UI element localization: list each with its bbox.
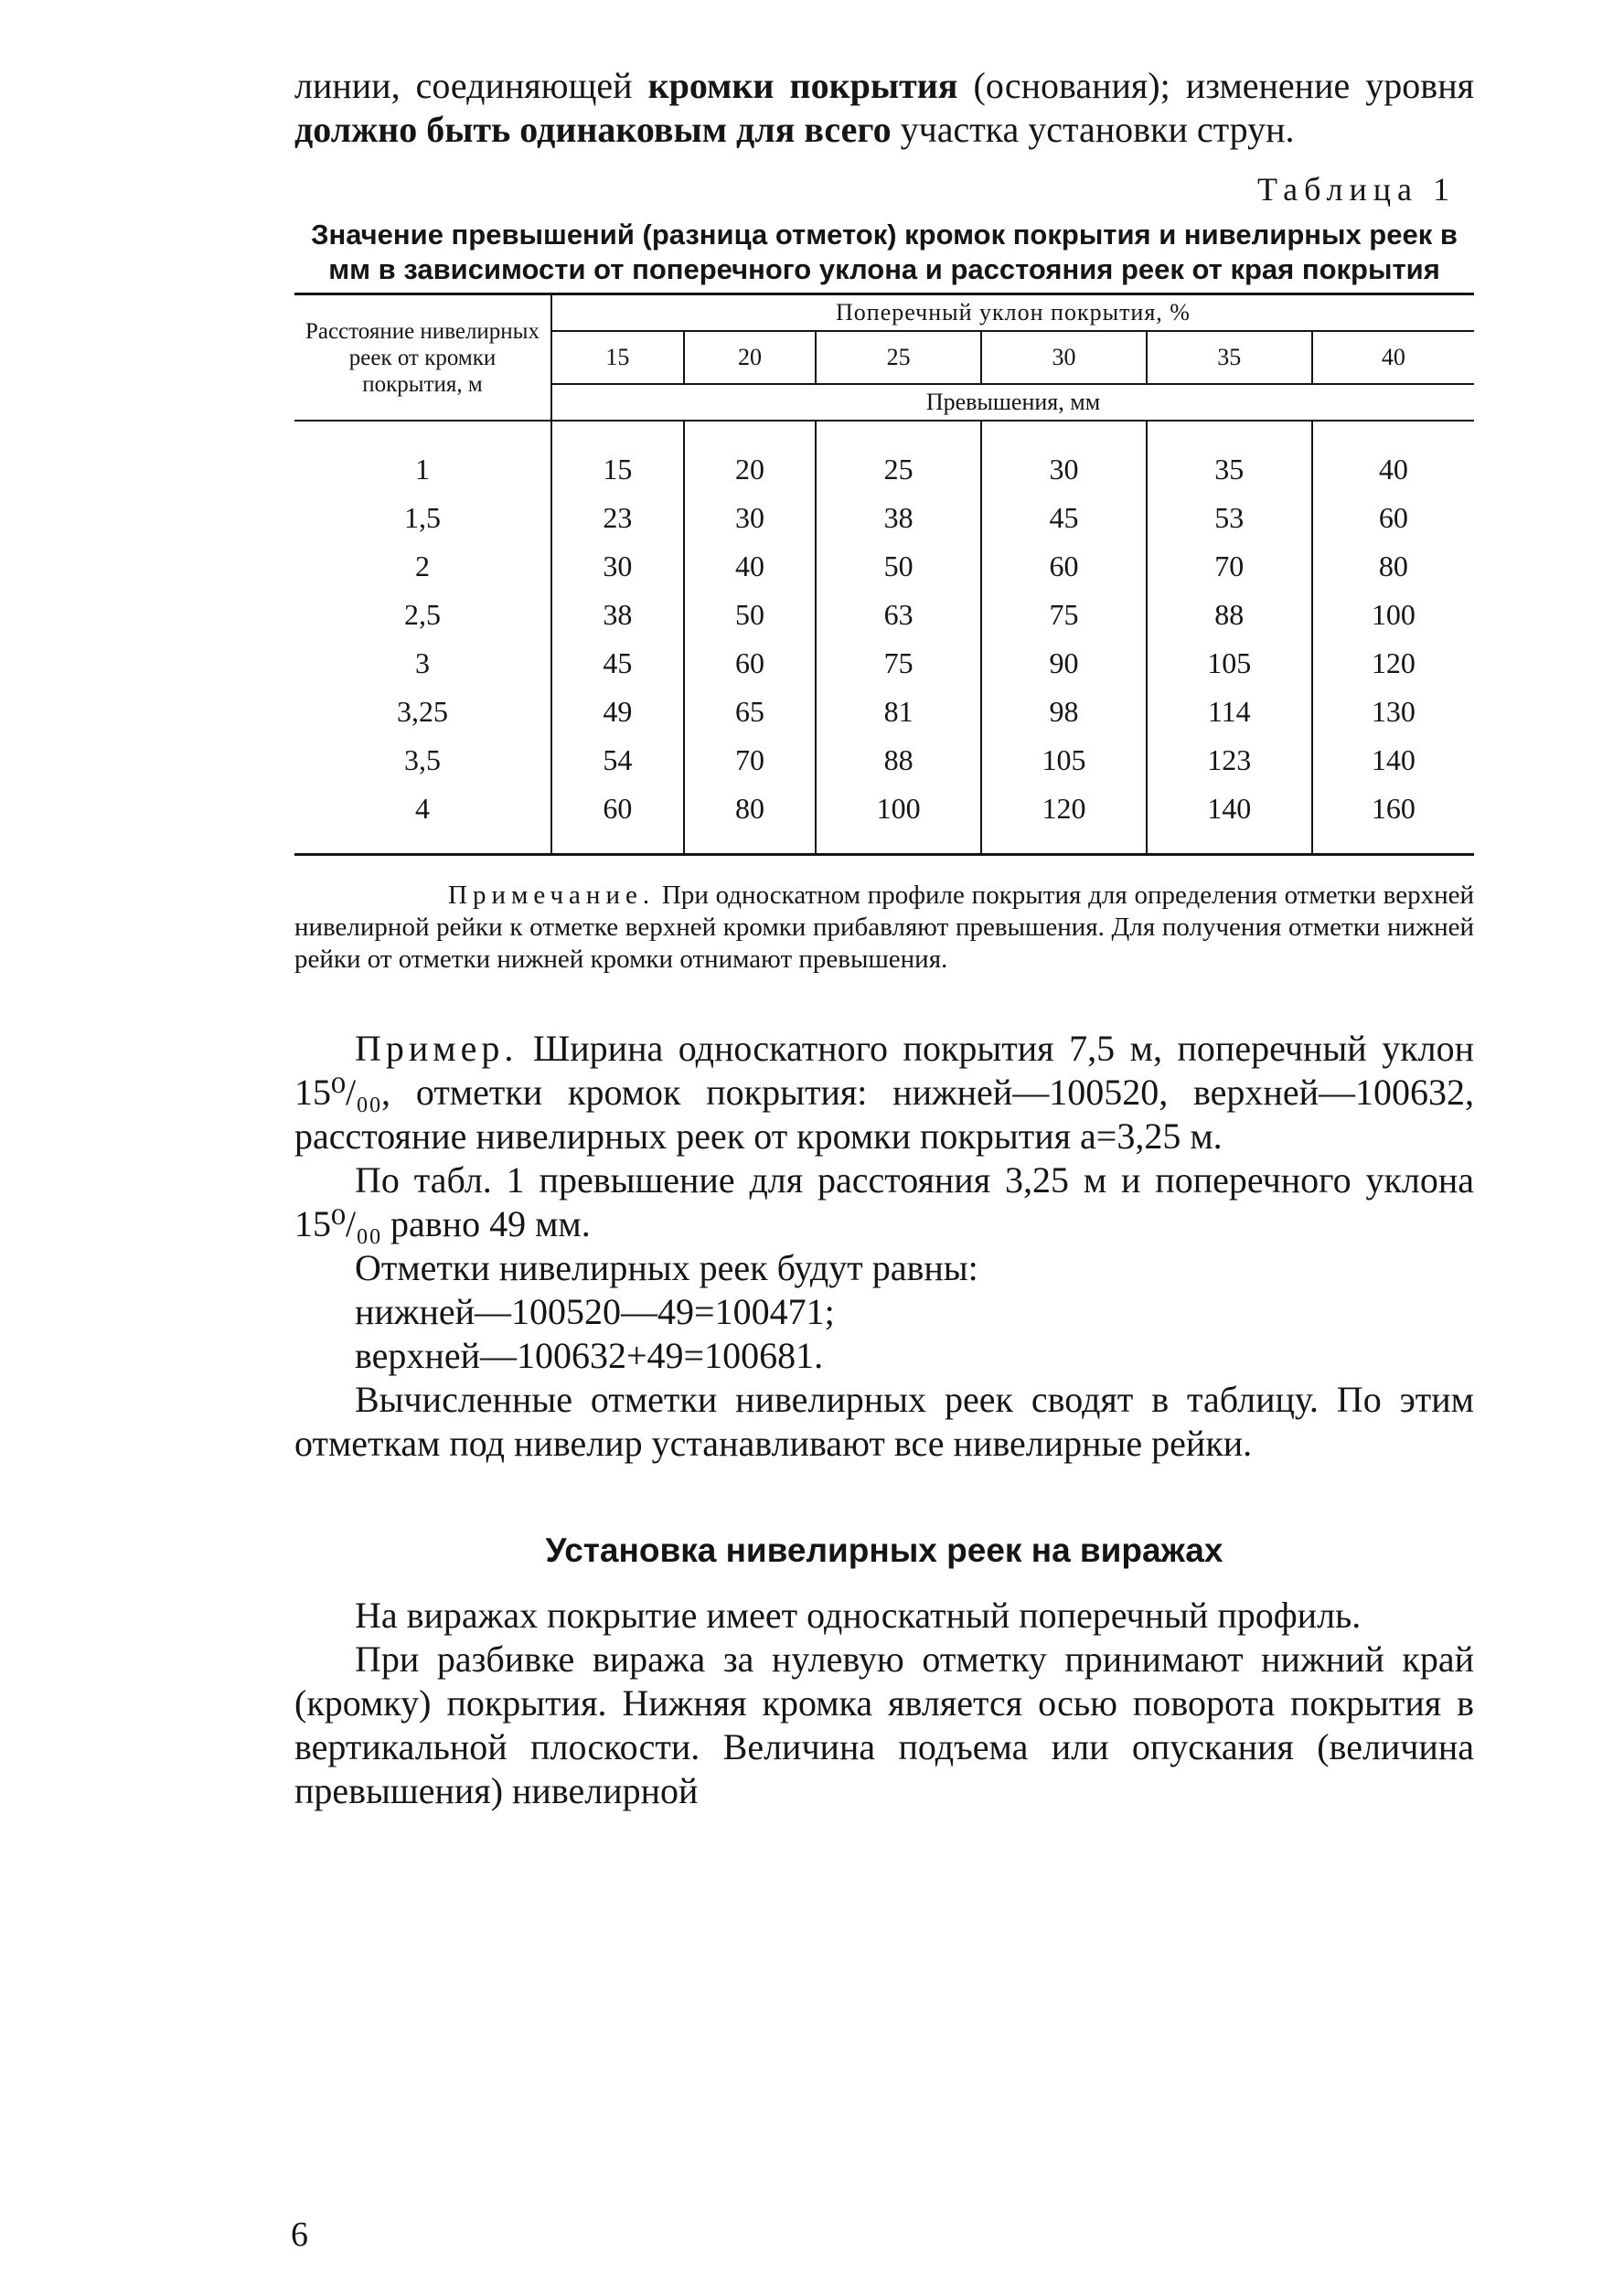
value-cell: 88 bbox=[816, 736, 981, 785]
table-row bbox=[294, 639, 1474, 688]
table-row bbox=[294, 421, 1474, 494]
distance-cell: 2,5 bbox=[294, 591, 551, 639]
example-label: Пример. bbox=[355, 1028, 518, 1069]
table-label: Таблица 1 bbox=[1257, 171, 1456, 208]
column-header: 35 bbox=[1147, 331, 1312, 384]
value-cell: 30 bbox=[684, 494, 817, 542]
value-cell: 81 bbox=[816, 688, 981, 736]
value-cell: 40 bbox=[1378, 453, 1408, 486]
value-cell: 65 bbox=[684, 688, 817, 736]
example-paragraph bbox=[294, 1027, 1474, 1158]
table-row bbox=[294, 591, 1474, 639]
intro-bold-1: кромки покрытия bbox=[647, 65, 958, 106]
value-cell: 100 bbox=[816, 785, 981, 855]
value-cell: 30 bbox=[551, 542, 684, 591]
value-cell: 140 bbox=[1371, 743, 1416, 776]
value-cell: 40 bbox=[684, 542, 817, 591]
example-paragraph-3: Отметки нивелирных реек будут равны: bbox=[355, 1247, 978, 1288]
value-cell: 15 bbox=[551, 421, 684, 494]
table-row bbox=[294, 785, 1474, 855]
value-cell: 88 bbox=[1147, 591, 1312, 639]
note-label: Примечание. bbox=[448, 881, 656, 910]
intro-bold-2: должно быть одинаковым для всего bbox=[294, 109, 892, 150]
table-body bbox=[294, 421, 1474, 855]
value-cell: 105 bbox=[1147, 639, 1312, 688]
value-cell: 80 bbox=[1378, 550, 1408, 582]
distance-cell: 1 bbox=[294, 421, 551, 494]
formula-upper: верхней—100632+49=100681. bbox=[355, 1335, 824, 1376]
values-table bbox=[294, 293, 1474, 856]
distance-cell: 3,25 bbox=[294, 688, 551, 736]
note-text: При односкатном профиле покрытия для определения отметки верхней нивелирной рейки к отметке верхней кромки прибавляют превышения. Для получения отметки нижней рейки от отметки нижней кромки отнимают превышения. bbox=[294, 881, 1474, 974]
intro-text-1: линии, соединяющей bbox=[294, 65, 648, 106]
value-cell: 80 bbox=[684, 785, 817, 855]
distance-cell: 3,5 bbox=[294, 736, 551, 785]
value-cell: 49 bbox=[551, 688, 684, 736]
column-header: 40 bbox=[1312, 331, 1474, 384]
formula-lower: нижней—100520—49=100471; bbox=[355, 1291, 835, 1332]
value-cell: 105 bbox=[981, 736, 1147, 785]
column-header: 20 bbox=[684, 331, 817, 384]
section-paragraph-1: На виражах покрытие имеет односкатный поперечный профиль. bbox=[355, 1595, 1362, 1636]
table-title: Значение превышений (разница отметок) кромок покрытия и нивелирных реек в мм в зависимости от поперечного уклона и расстояния реек от края покрытия bbox=[311, 219, 1458, 285]
distance-cell: 1,5 bbox=[294, 494, 551, 542]
value-cell: 60 bbox=[1378, 501, 1408, 534]
table-row bbox=[294, 542, 1474, 591]
column-header: 30 bbox=[981, 331, 1147, 384]
distance-cell: 3 bbox=[294, 639, 551, 688]
column-header: 25 bbox=[816, 331, 981, 384]
column-header: 15 bbox=[551, 331, 684, 384]
value-cell: 60 bbox=[551, 785, 684, 855]
value-cell: 53 bbox=[1147, 494, 1312, 542]
value-cell: 114 bbox=[1147, 688, 1312, 736]
value-cell: 70 bbox=[684, 736, 817, 785]
value-cell: 160 bbox=[1371, 792, 1416, 825]
table-row bbox=[294, 494, 1474, 542]
distance-cell: 2 bbox=[294, 542, 551, 591]
value-cell: 23 bbox=[551, 494, 684, 542]
page-number: 6 bbox=[291, 2215, 308, 2254]
value-cell: 20 bbox=[684, 421, 817, 494]
value-cell: 100 bbox=[1371, 598, 1416, 631]
value-cell: 98 bbox=[981, 688, 1147, 736]
value-cell: 75 bbox=[816, 639, 981, 688]
row-header: Расстояние нивелирных реек от кромки покрытия, м bbox=[294, 294, 551, 422]
example-paragraph-2: По табл. 1 превышение для расстояния 3,25 м и поперечного уклона 15⁰/₀₀ равно 49 мм. bbox=[294, 1159, 1474, 1244]
value-cell: 75 bbox=[981, 591, 1147, 639]
value-cell: 30 bbox=[981, 421, 1147, 494]
section-paragraph-2: При разбивке виража за нулевую отметку принимают нижний край (кромку) покрытия. Нижняя кромка является осью поворота покрытия в вертикальной плоскости. Величина подъема или опускания (величина превышения) нивелирной bbox=[294, 1639, 1474, 1811]
table-note bbox=[294, 880, 1474, 976]
value-cell: 120 bbox=[1371, 646, 1416, 679]
slope-group-header: Поперечный уклон покрытия, % bbox=[551, 294, 1474, 332]
distance-cell: 4 bbox=[294, 785, 551, 855]
value-cell: 130 bbox=[1371, 695, 1416, 728]
table-row bbox=[294, 736, 1474, 785]
value-cell: 50 bbox=[684, 591, 817, 639]
value-cell: 60 bbox=[684, 639, 817, 688]
value-cell: 25 bbox=[816, 421, 981, 494]
value-cell: 38 bbox=[551, 591, 684, 639]
section-heading: Установка нивелирных реек на виражах bbox=[545, 1532, 1223, 1569]
value-cell: 60 bbox=[981, 542, 1147, 591]
value-cell: 50 bbox=[816, 542, 981, 591]
example-text: Ширина односкатного покрытия 7,5 м, поперечный уклон 15⁰/₀₀, отметки кромок покрытия: нижней—100520, верхней—100632, расстояние нивелирных реек от кромки покрытия a=3,25 м. bbox=[294, 1028, 1474, 1157]
value-cell: 123 bbox=[1147, 736, 1312, 785]
intro-paragraph bbox=[294, 64, 1474, 152]
intro-text-2: (основания); изменение уровня bbox=[957, 65, 1474, 106]
example-paragraph-4: Вычисленные отметки нивелирных реек сводят в таблицу. По этим отметкам под нивелир устанавливают все нивелирные рейки. bbox=[294, 1379, 1474, 1464]
value-cell: 63 bbox=[816, 591, 981, 639]
table-row bbox=[294, 688, 1474, 736]
value-cell: 54 bbox=[551, 736, 684, 785]
value-cell: 38 bbox=[816, 494, 981, 542]
value-cell: 140 bbox=[1147, 785, 1312, 855]
intro-text-3: участка установки струн. bbox=[891, 109, 1295, 150]
value-cell: 35 bbox=[1147, 421, 1312, 494]
value-cell: 90 bbox=[981, 639, 1147, 688]
value-cell: 45 bbox=[551, 639, 684, 688]
value-cell: 45 bbox=[981, 494, 1147, 542]
page-body bbox=[294, 64, 1474, 1813]
value-cell: 70 bbox=[1147, 542, 1312, 591]
value-cell: 120 bbox=[981, 785, 1147, 855]
unit-header: Превышения, мм bbox=[551, 384, 1474, 421]
